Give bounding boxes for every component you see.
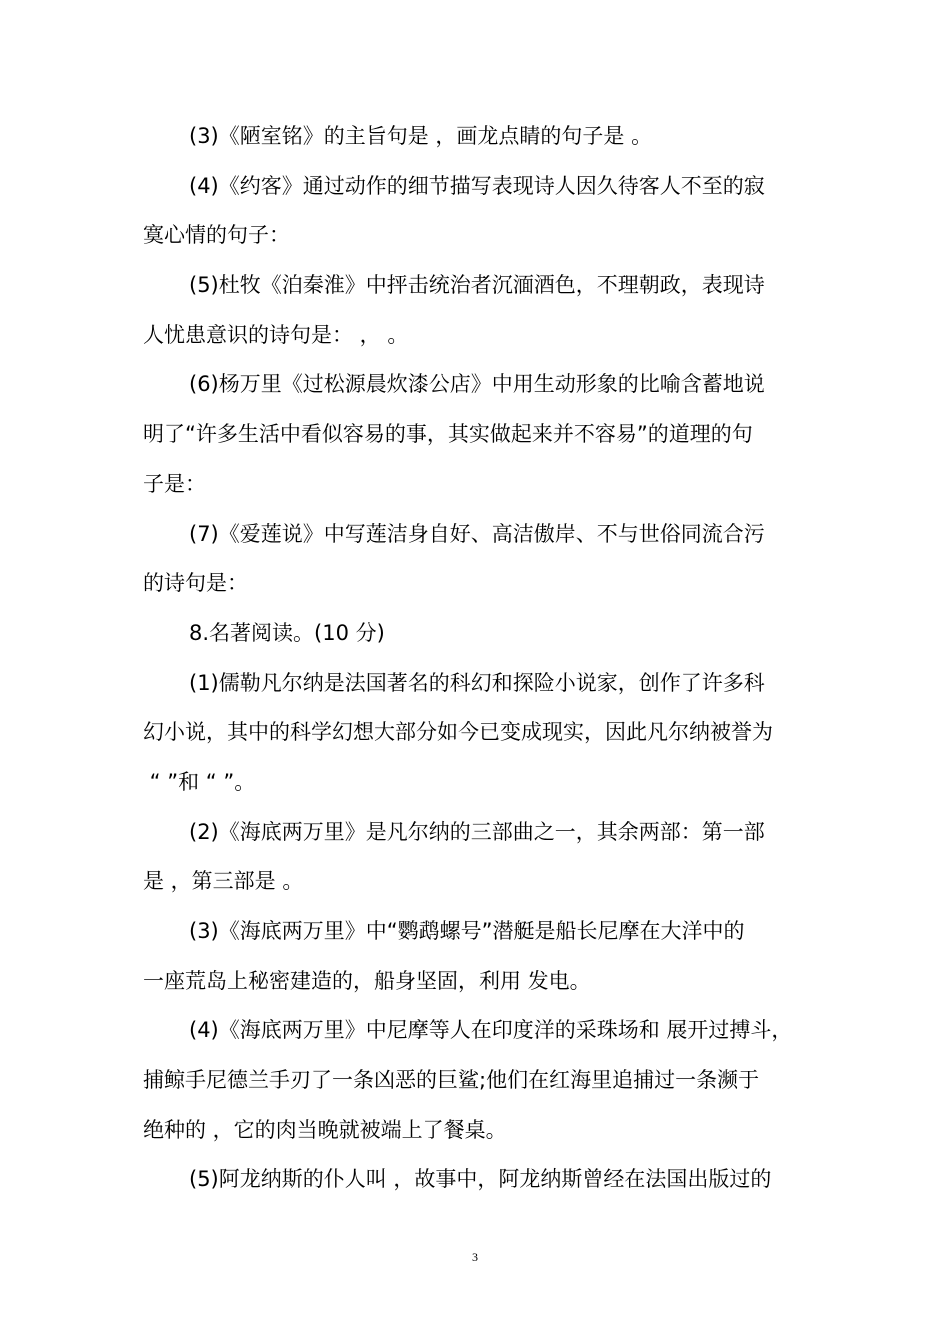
text-line: 寞心情的句子：	[143, 223, 290, 248]
page-number: 3	[472, 1250, 478, 1264]
text-line: 子是：	[143, 471, 206, 496]
text-line: (6)杨万里《过松源晨炊漆公店》中用生动形象的比喻含蓄地说	[189, 372, 765, 397]
text-line: 幻小说，其中的科学幻想大部分如今已变成现实，因此凡尔纳被誉为	[143, 720, 773, 745]
text-line: (4)《海底两万里》中尼摩等人在印度洋的采珠场和 展开过搏斗，	[189, 1018, 793, 1043]
text-line: 是 ，第三部是 。	[143, 869, 304, 894]
text-line: (1)儒勒凡尔纳是法国著名的科幻和探险小说家，创作了许多科	[189, 670, 765, 695]
section-heading: 8.名著阅读。(10 分)	[189, 620, 385, 645]
text-line: 明了“许多生活中看似容易的事，其实做起来并不容易”的道理的句	[143, 422, 753, 447]
text-line: 一座荒岛上秘密建造的，船身坚固，利用 发电。	[143, 968, 591, 993]
text-line: “ ”和 “ ”。	[143, 769, 256, 794]
text-line: 绝种的 ，它的肉当晚就被端上了餐桌。	[143, 1117, 507, 1142]
text-line: (5)阿龙纳斯的仆人叫 ，故事中，阿龙纳斯曾经在法国出版过的	[189, 1167, 772, 1192]
text-line: (2)《海底两万里》是凡尔纳的三部曲之一，其余两部：第一部	[189, 819, 765, 844]
text-line: (5)杜牧《泊秦淮》中抨击统治者沉湎酒色，不理朝政，表现诗	[189, 273, 765, 298]
text-line: 捕鲸手尼德兰手刃了一条凶恶的巨鲨;他们在红海里追捕过一条濒于	[143, 1068, 760, 1093]
text-line: (3)《海底两万里》中“鹦鹉螺号”潜艇是船长尼摩在大洋中的	[189, 919, 745, 943]
text-line: 的诗句是：	[143, 571, 248, 596]
document-body	[143, 112, 813, 1205]
text-line: (4)《约客》通过动作的细节描写表现诗人因久待客人不至的寂	[189, 173, 765, 198]
text-line: (3)《陋室铭》的主旨句是 ，画龙点睛的句子是 。	[189, 124, 653, 148]
text-line: 人忧患意识的诗句是： ， 。	[143, 322, 409, 347]
text-line: (7)《爱莲说》中写莲洁身自好、高洁傲岸、不与世俗同流合污	[189, 521, 765, 546]
